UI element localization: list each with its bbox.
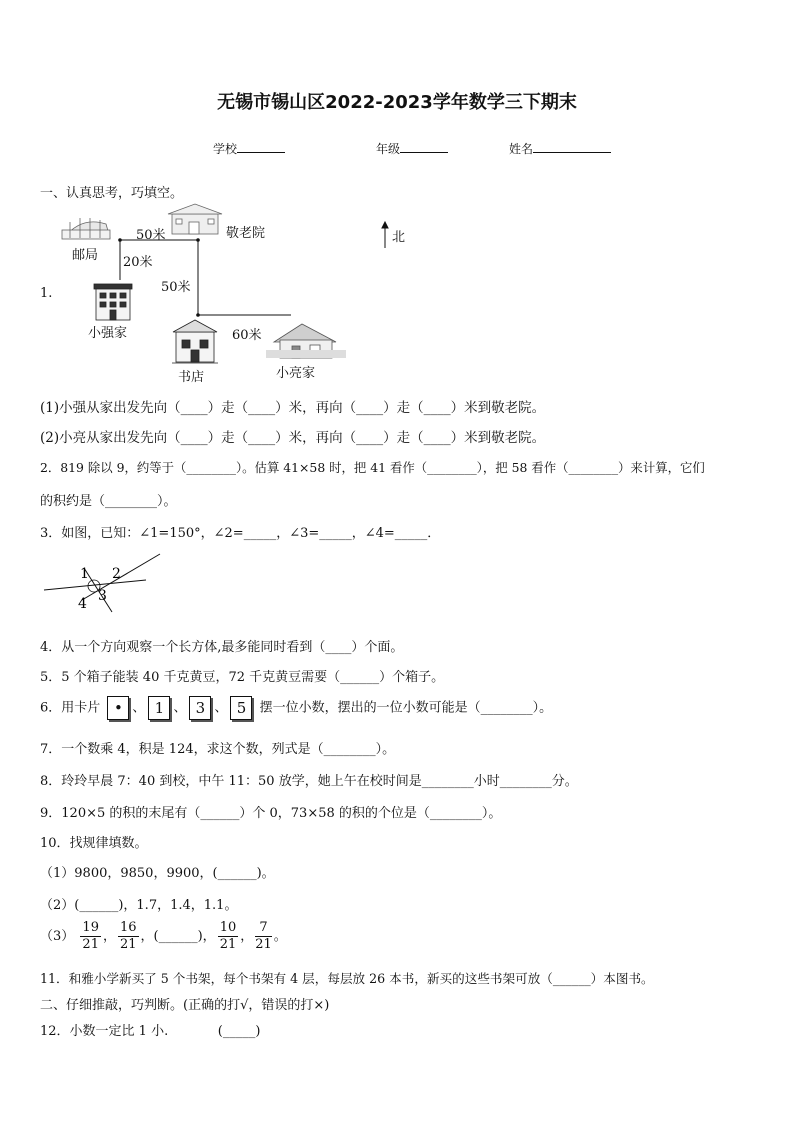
angle-figure [40,548,170,618]
distance-50m-mid: 50米 [161,280,191,295]
fraction-10-21 [218,920,239,953]
grade-label: 年级 [376,142,401,156]
q1-part1: (1)小强从家出发先向（____）走（____）米，再向（____）走（____）米到敬老院。 [40,400,546,416]
label-xiaoqiang-home: 小强家 [88,326,128,341]
node-post [118,238,122,242]
grade-blank [400,140,448,153]
nursing-home-icon [168,204,222,234]
fraction-den: 21 [219,937,237,952]
xiaoliang-home-icon [266,324,346,358]
grade-field [376,140,448,157]
label-north: 北 [392,230,406,245]
angle-label-1: 1 [80,566,89,582]
q11: 11．和雅小学新买了 5 个书架，每个书架有 4 层，每层放 26 本书，新买的这些书架可放（______）本图书。 [40,971,654,986]
label-nursing-home: 敬老院 [226,226,266,241]
label-xiaoliang-home: 小亮家 [276,366,316,381]
distance-20m: 20米 [123,255,153,270]
name-field [509,140,611,157]
q10-3-comma-1: ， [102,929,116,944]
q12: 12．小数一定比 1 小. (_____) [40,1024,261,1039]
fraction-19-21 [80,920,101,953]
fraction-16-21 [118,920,139,953]
q6-sep-1: 、 [132,700,146,716]
fraction-7-21 [255,920,272,953]
school-blank [237,140,285,153]
q10-3-comma-2: ， [240,929,254,944]
q6-sep-2: 、 [173,700,187,716]
node-bookstore [196,313,200,317]
q6-suffix: 摆一位小数，摆出的一位小数可能是（________）。 [259,700,553,716]
q8: 8．玲玲早晨 7：40 到校，中午 11：50 放学，她上午在校时间是________小时________分。 [40,774,578,789]
fraction-num: 10 [219,920,237,935]
q10-3-blank: ，(______)， [140,929,216,944]
card-5: 5 [230,696,252,720]
q5: 5．5 个箱子能装 40 千克黄豆，72 千克黄豆需要（______）个箱子。 [40,670,445,685]
q10-part1: （1）9800，9850，9900，(______)。 [40,866,275,881]
card-1: 1 [148,696,170,720]
fraction-den: 21 [255,937,272,952]
distance-50m-top: 50米 [136,228,166,243]
label-post-office: 邮局 [72,248,99,263]
distance-60m: 60米 [232,328,262,343]
q6-prefix: 6．用卡片 [40,700,101,716]
school-label: 学校 [213,142,238,156]
q6-sep-3: 、 [214,700,228,716]
q1-number: 1. [40,286,53,301]
q9: 9．120×5 的积的末尾有（______）个 0，73×58 的积的个位是（________）。 [40,806,502,821]
name-label: 姓名 [509,142,534,156]
fraction-den: 21 [119,937,137,952]
north-arrow-icon [382,222,388,248]
q3: 3．如图，已知：∠1=150°，∠2=_____，∠3=_____，∠4=_____． [40,526,441,541]
card-3: 3 [189,696,211,720]
bookstore-icon [172,320,218,363]
angle-label-4: 4 [78,596,87,612]
card-dot: • [107,696,129,720]
section-1-heading: 一、认真思考，巧填空。 [40,186,184,201]
q10-part3 [40,920,287,953]
fraction-den: 21 [82,937,99,952]
angle-label-2: 2 [112,566,121,582]
q10-part2: （2）(______)，1.7，1.4，1.1。 [40,898,238,913]
q4: 4．从一个方向观察一个长方体,最多能同时看到（____）个面。 [40,640,404,655]
q6 [40,696,552,720]
label-bookstore: 书店 [178,370,205,385]
angle-label-3: 3 [98,588,107,604]
fraction-num: 19 [82,920,99,935]
fraction-num: 7 [255,920,272,937]
post-office-icon [62,218,110,239]
q10-3-end: 。 [273,929,287,944]
q7: 7．一个数乘 4，积是 124，求这个数，列式是（________）。 [40,742,396,757]
name-blank [533,140,611,153]
q10: 10．找规律填数。 [40,836,148,851]
q1-part2: (2)小亮从家出发先向（____）走（____）米，再向（____）走（____）米到敬老院。 [40,430,546,446]
page-title: 无锡市锡山区2022-2023学年数学三下期末 [217,92,577,113]
q10-3-prefix: （3） [40,929,75,944]
school-field [213,140,285,157]
q2-line1: 2．819 除以 9，约等于（________）。估算 41×58 时，把 41 看作（________），把 58 看作（________）来计算，它们 [40,460,705,475]
q2-line2: 的积约是（________）。 [40,494,177,509]
node-nursing [196,238,200,242]
xiaoqiang-home-icon [94,284,132,320]
fraction-num: 16 [119,920,137,935]
slanted-line [82,554,160,600]
section-2-heading: 二、仔细推敲，巧判断。(正确的打√，错误的打×) [40,998,330,1013]
